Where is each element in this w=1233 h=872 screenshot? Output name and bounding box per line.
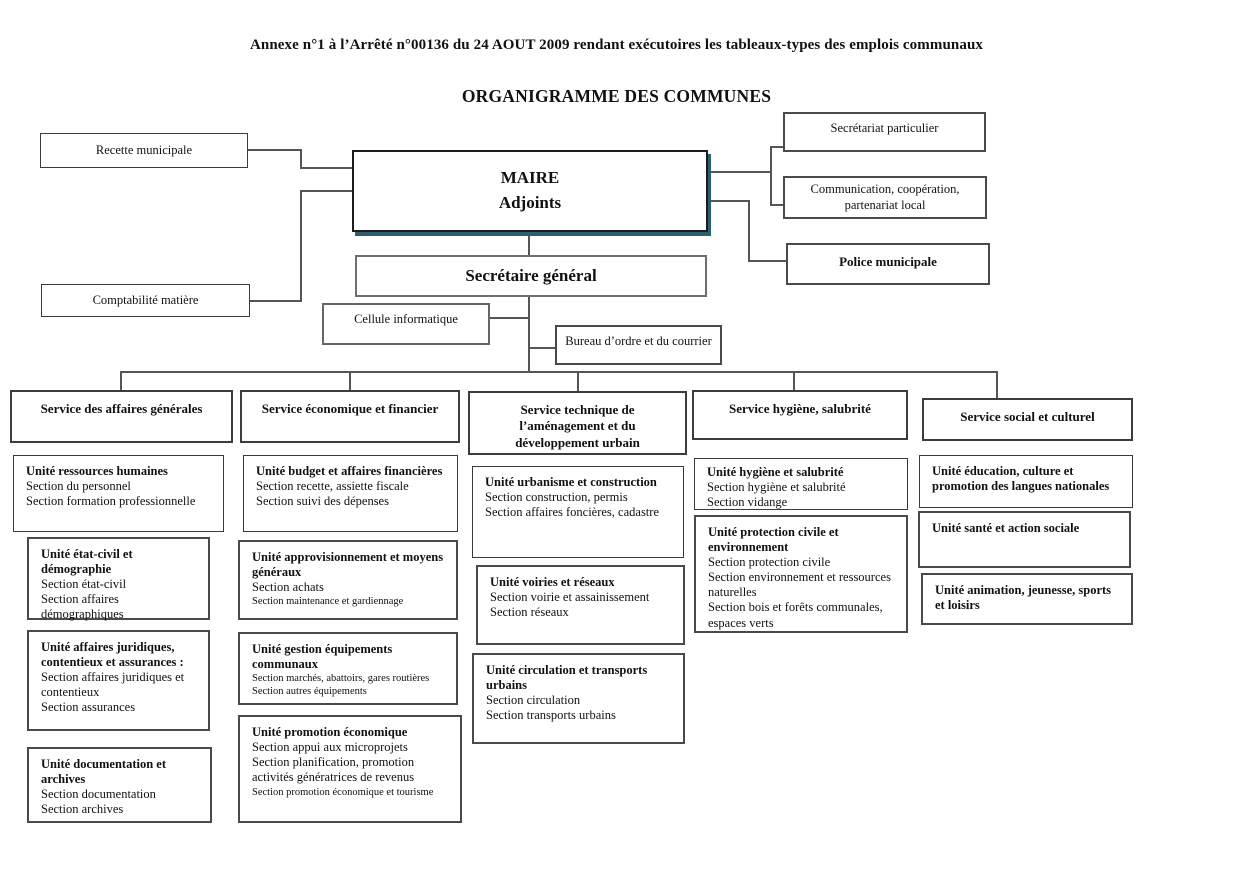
unit-section: Section environnement et ressources naturelles (708, 569, 891, 599)
unit-box-documentation-archives (27, 747, 212, 823)
unit-section: Section affaires démographiques (41, 591, 124, 621)
connector-line (577, 371, 579, 391)
unit-section: Section maintenance et gardiennage (252, 595, 404, 607)
box-police-municipale (786, 243, 990, 285)
unit-section: Section réseaux (490, 605, 569, 619)
unit-title: Unité affaires juridiques, contentieux et assurances : (41, 640, 184, 669)
unit-section: Section suivi des dépenses (256, 494, 389, 508)
unit-section: Section du personnel (26, 478, 131, 493)
unit-section: Section transports urbains (486, 707, 616, 722)
unit-title: Unité budget et affaires financières (256, 464, 443, 478)
unit-title: Unité documentation et archives (41, 757, 166, 786)
connector-line (349, 371, 351, 390)
connector-line (770, 204, 783, 206)
box-bureau-ordre-courrier (555, 325, 722, 365)
unit-title: Unité ressources humaines (26, 464, 168, 478)
unit-section: Section planification, promotion activités génératrices de revenus (252, 755, 415, 785)
unit-section: Section protection civile (708, 554, 831, 569)
unit-section: Section circulation (486, 692, 581, 707)
unit-section: Section voirie et assainissement (490, 589, 650, 604)
unit-section: Section documentation (41, 786, 156, 801)
unit-box-gestion-equipements (238, 632, 458, 705)
box-label: Secrétaire général (465, 266, 597, 285)
unit-box-voiries-reseaux (476, 565, 685, 645)
connector-line (301, 190, 352, 192)
unit-section: Section marchés, abattoirs, gares routières (252, 672, 430, 684)
unit-box-sante-action-sociale (918, 511, 1131, 568)
unit-box-circulation-transports (472, 653, 685, 744)
unit-section: Section affaires juridiques et contentieux (41, 669, 185, 699)
connector-line (748, 200, 750, 262)
connector-line (996, 371, 998, 398)
unit-box-education-culture (919, 455, 1133, 508)
box-label: Police municipale (839, 254, 937, 269)
box-comptabilite-matiere (41, 284, 250, 317)
connector-line (248, 149, 302, 151)
connector-line (528, 347, 555, 349)
box-label: Secrétariat particulier (830, 121, 939, 135)
connector-line (528, 232, 530, 255)
unit-title: Unité approvisionnement et moyens généraux (252, 550, 444, 579)
connector-line (120, 371, 122, 390)
maire-label: MAIRE (500, 168, 560, 188)
service-header-economique-financier: Service économique et financier (240, 390, 460, 443)
unit-box-ressources-humaines (13, 455, 224, 532)
unit-section: Section vidange (707, 495, 788, 509)
unit-box-urbanisme-construction (472, 466, 684, 558)
box-maire-adjoints (352, 150, 708, 232)
box-cellule-informatique (322, 303, 490, 345)
unit-section: Section hygiène et salubrité (707, 479, 846, 494)
annexe-title: Annexe n°1 à l’Arrêté n°00136 du 24 AOUT 2009 rendant exécutoires les tableaux-types des emplois communaux (249, 37, 983, 53)
connector-line (708, 171, 772, 173)
unit-title: Unité circulation et transports urbains (486, 663, 648, 692)
box-secretariat-particulier (783, 112, 986, 152)
connector-line (770, 146, 783, 148)
service-header-affaires-generales: Service des affaires générales (10, 390, 233, 443)
org-title: ORGANIGRAMME DES COMMUNES (461, 86, 772, 106)
connector-line (300, 190, 302, 302)
service-header-hygiene-salubrite: Service hygiène, salubrité (692, 390, 908, 440)
unit-section: Section appui aux microprojets (252, 739, 408, 754)
box-label: Recette municipale (95, 142, 193, 157)
box-recette-municipale (40, 133, 248, 168)
connector-line (490, 317, 530, 319)
unit-title: Unité protection civile et environnement (708, 525, 839, 554)
unit-box-approvisionnement-moyens (238, 540, 458, 620)
unit-section: Section construction, permis (485, 489, 628, 504)
unit-section: Section assurances (41, 700, 136, 714)
unit-box-etat-civil-demographie (27, 537, 210, 620)
connector-line (300, 167, 352, 169)
box-secretaire-general (355, 255, 707, 297)
connector-line (793, 371, 795, 390)
unit-section: Section autres équipements (252, 686, 367, 698)
unit-box-promotion-economique (238, 715, 462, 823)
unit-title: Unité état-civil et démographie (41, 547, 133, 576)
connector-line (710, 200, 750, 202)
unit-box-protection-civile-environnement (694, 515, 908, 633)
box-label: Bureau d’ordre et du courrier (565, 334, 712, 348)
box-label: Comptabilité matière (92, 292, 199, 307)
unit-section: Section état-civil (41, 576, 127, 591)
unit-section: Section archives (41, 801, 124, 816)
connector-line (250, 300, 302, 302)
unit-title: Unité gestion équipements communaux (252, 642, 393, 671)
connector-line (748, 260, 786, 262)
unit-section: Section bois et forêts communales, espaces verts (708, 600, 883, 630)
unit-section: Section recette, assiette fiscale (256, 478, 409, 493)
connector-line (300, 149, 302, 169)
box-label: Communication, coopération, partenariat local (810, 181, 960, 212)
unit-box-animation-jeunesse-sports (921, 573, 1133, 625)
unit-title: Unité voiries et réseaux (490, 575, 615, 589)
unit-box-affaires-juridiques (27, 630, 210, 731)
service-header-technique-urbain: Service technique de l’aménagement et du développement urbain (468, 391, 687, 455)
unit-title: Unité éducation, culture et promotion des langues nationales (932, 464, 1110, 493)
unit-title: Unité urbanisme et construction (485, 475, 657, 489)
unit-section: Section formation professionnelle (26, 494, 196, 508)
unit-section: Section promotion économique et tourisme (252, 786, 434, 798)
adjoints-label: Adjoints (498, 193, 562, 212)
unit-box-hygiene-salubrite (694, 458, 908, 510)
unit-title: Unité hygiène et salubrité (707, 465, 844, 479)
unit-title: Unité promotion économique (252, 725, 408, 739)
connector-line (528, 297, 530, 372)
box-communication-cooperation (783, 176, 987, 219)
connector-line (770, 146, 772, 206)
unit-box-budget-affaires-financieres (243, 455, 458, 532)
box-label: Cellule informatique (354, 312, 458, 326)
unit-section: Section affaires foncières, cadastre (485, 505, 659, 519)
connector-line (120, 371, 998, 373)
unit-section: Section achats (252, 579, 324, 594)
service-header-social-culturel: Service social et culturel (922, 398, 1133, 441)
unit-title: Unité santé et action sociale (932, 521, 1080, 535)
unit-title: Unité animation, jeunesse, sports et loisirs (935, 583, 1112, 612)
